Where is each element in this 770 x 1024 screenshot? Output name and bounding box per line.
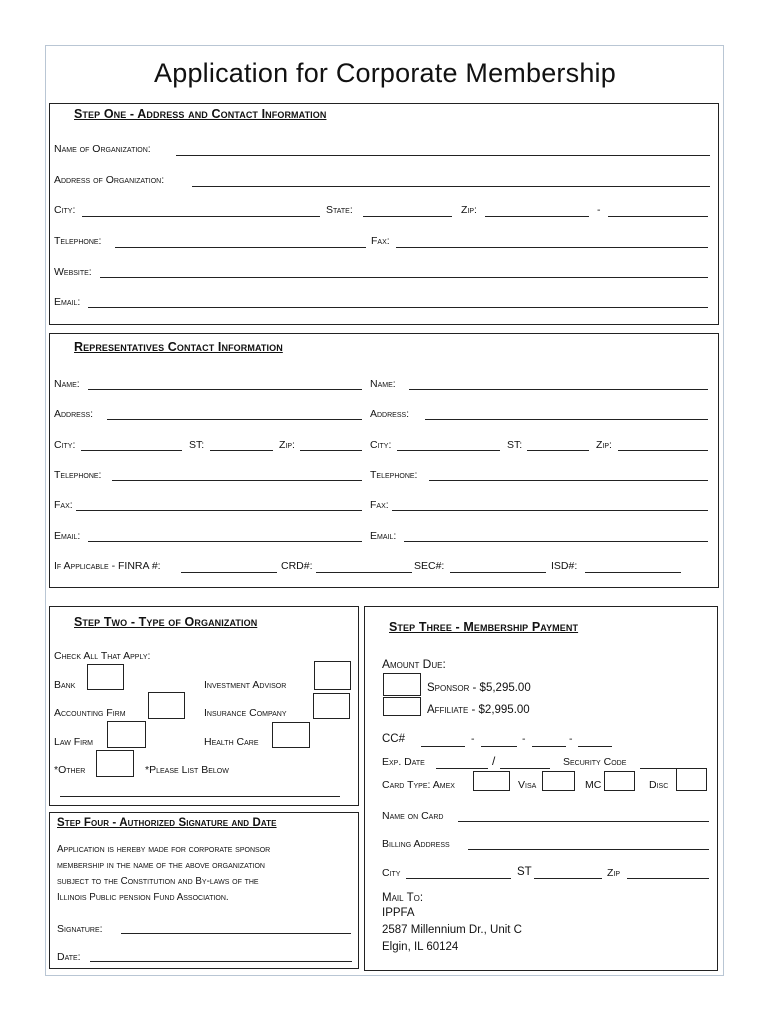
city-label: City: [54, 204, 76, 216]
date-label: Date: [57, 951, 81, 963]
rep2-email-field[interactable] [404, 541, 708, 542]
rep2-city-label: City: [370, 439, 392, 451]
card-city-field[interactable] [406, 878, 511, 879]
disc-checkbox[interactable] [676, 768, 707, 791]
card-zip-label: Zip [607, 867, 621, 879]
health-care-checkbox[interactable] [272, 722, 310, 748]
crd-field[interactable] [316, 572, 412, 573]
card-zip-field[interactable] [627, 878, 709, 879]
finra-label: If Applicable - FINRA #: [54, 560, 161, 572]
rep2-email-label: Email: [370, 530, 397, 542]
affiliate-checkbox[interactable] [383, 697, 421, 716]
rep1-st-label: ST: [189, 439, 205, 451]
city-field[interactable] [82, 216, 320, 217]
cc-label: CC# [382, 733, 406, 745]
rep1-zip-label: Zip: [279, 439, 295, 451]
zip-field[interactable] [485, 216, 589, 217]
rep2-telephone-field[interactable] [429, 480, 708, 481]
telephone-field[interactable] [115, 247, 366, 248]
step-two-heading: Step Two - Type of Organization [74, 615, 258, 629]
org-name-field[interactable] [176, 155, 710, 156]
fax-field[interactable] [396, 247, 708, 248]
signature-label: Signature: [57, 923, 103, 935]
step-one-heading: Step One - Address and Contact Information [74, 107, 327, 121]
state-label: State: [326, 204, 353, 216]
representatives-section [49, 333, 719, 588]
step-four-statement [57, 842, 270, 906]
law-firm-checkbox[interactable] [107, 721, 146, 748]
investment-advisor-checkbox[interactable] [314, 661, 351, 690]
page-title: Application for Corporate Membership [154, 58, 616, 88]
rep2-name-field[interactable] [409, 389, 708, 390]
rep1-name-label: Name: [54, 378, 80, 390]
insurance-company-checkbox[interactable] [313, 693, 350, 719]
accounting-firm-label: Accounting Firm [54, 707, 126, 719]
rep2-zip-field[interactable] [618, 450, 708, 451]
law-firm-label: Law Firm [54, 736, 94, 748]
rep2-address-label: Address: [370, 408, 410, 420]
cc-field-1[interactable] [421, 746, 465, 747]
mail-street: 2587 Millennium Dr., Unit C [382, 924, 522, 936]
rep1-name-field[interactable] [88, 389, 362, 390]
accounting-firm-checkbox[interactable] [148, 692, 185, 719]
isd-label: ISD#: [551, 560, 578, 572]
statement-line-2: membership in the name of the above organization [57, 860, 265, 871]
health-care-label: Health Care [204, 736, 259, 748]
signature-field[interactable] [121, 933, 351, 934]
security-code-label: Security Code [563, 756, 627, 768]
cc-field-4[interactable] [578, 746, 612, 747]
billing-address-field[interactable] [468, 849, 709, 850]
cc-dash-1: - [471, 733, 475, 745]
rep1-fax-label: Fax: [54, 499, 73, 511]
rep1-fax-field[interactable] [76, 510, 362, 511]
org-address-field[interactable] [192, 186, 710, 187]
statement-line-3: subject to the Constitution and By-laws of the [57, 876, 259, 887]
rep2-telephone-label: Telephone: [370, 469, 418, 481]
bank-checkbox[interactable] [87, 664, 124, 690]
finra-field[interactable] [181, 572, 277, 573]
billing-address-label: Billing Address [382, 838, 450, 850]
step-one-section [49, 103, 719, 325]
rep2-st-label: ST: [507, 439, 523, 451]
website-field[interactable] [100, 277, 708, 278]
rep1-address-field[interactable] [107, 419, 362, 420]
please-list-label: *Please List Below [145, 764, 229, 776]
rep2-st-field[interactable] [527, 450, 589, 451]
rep1-city-field[interactable] [81, 450, 182, 451]
rep2-name-label: Name: [370, 378, 396, 390]
telephone-label: Telephone: [54, 235, 102, 247]
website-label: Website: [54, 266, 92, 278]
exp-date-label: Exp. Date [382, 756, 425, 768]
card-type-label: Card Type: Amex [382, 779, 455, 791]
insurance-company-label: Insurance Company [204, 707, 287, 719]
amount-due-label: Amount Due: [382, 657, 446, 671]
date-field[interactable] [90, 961, 352, 962]
rep1-address-label: Address: [54, 408, 94, 420]
bank-label: Bank [54, 679, 76, 691]
name-on-card-field[interactable] [458, 821, 709, 822]
zip-dash: - [597, 204, 601, 216]
crd-label: CRD#: [281, 560, 313, 572]
exp-year-field[interactable] [500, 768, 550, 769]
zip-ext-field[interactable] [608, 216, 708, 217]
step-four-heading: Step Four - Authorized Signature and Date [57, 817, 277, 829]
sponsor-label: Sponsor - $5,295.00 [427, 682, 531, 694]
exp-slash: / [492, 754, 496, 768]
card-st-label: ST [517, 866, 532, 878]
mail-city: Elgin, IL 60124 [382, 941, 459, 953]
sec-field[interactable] [450, 572, 546, 573]
rep1-zip-field[interactable] [300, 450, 362, 451]
rep2-fax-label: Fax: [370, 499, 389, 511]
exp-month-field[interactable] [436, 768, 488, 769]
cc-field-3[interactable] [532, 746, 566, 747]
mail-to-label: Mail To: [382, 892, 424, 904]
statement-line-1: Application is hereby made for corporate sponsor [57, 844, 271, 855]
step-three-heading: Step Three - Membership Payment [389, 620, 579, 634]
rep2-address-field[interactable] [425, 419, 708, 420]
card-st-field[interactable] [534, 878, 602, 879]
card-city-label: City [382, 867, 401, 879]
mc-checkbox[interactable] [604, 771, 635, 791]
rep1-email-label: Email: [54, 530, 81, 542]
representatives-heading: Representatives Contact Information [74, 340, 283, 354]
investment-advisor-label: Investment Advisor [204, 679, 287, 691]
org-address-label: Address of Organization: [54, 174, 165, 186]
mc-label: MC [585, 779, 602, 791]
cc-field-2[interactable] [481, 746, 517, 747]
zip-label: Zip: [461, 204, 477, 216]
isd-field[interactable] [585, 572, 681, 573]
amex-checkbox[interactable] [473, 771, 510, 791]
sponsor-checkbox[interactable] [383, 673, 421, 696]
rep1-city-label: City: [54, 439, 76, 451]
mail-org: IPPFA [382, 907, 415, 919]
visa-checkbox[interactable] [542, 771, 575, 791]
rep1-telephone-field[interactable] [112, 480, 362, 481]
sec-label: SEC#: [414, 560, 445, 572]
affiliate-label: Affiliate - $2,995.00 [427, 704, 530, 716]
rep1-st-field[interactable] [210, 450, 273, 451]
statement-line-4: Illinois Public pension Fund Association. [57, 892, 229, 903]
org-name-label: Name of Organization: [54, 143, 151, 155]
visa-label: Visa [518, 779, 537, 791]
rep2-fax-field[interactable] [392, 510, 708, 511]
rep1-telephone-label: Telephone: [54, 469, 102, 481]
rep2-zip-label: Zip: [596, 439, 612, 451]
fax-label: Fax: [371, 235, 390, 247]
cc-dash-3: - [569, 733, 573, 745]
disc-label: Disc [649, 779, 669, 791]
state-field[interactable] [363, 216, 452, 217]
rep1-email-field[interactable] [88, 541, 362, 542]
name-on-card-label: Name on Card [382, 810, 444, 822]
other-list-field[interactable] [60, 796, 340, 797]
other-checkbox[interactable] [96, 750, 134, 777]
email-field[interactable] [88, 307, 708, 308]
cc-dash-2: - [522, 733, 526, 745]
other-label: *Other [54, 764, 86, 776]
email-label: Email: [54, 296, 81, 308]
rep2-city-field[interactable] [397, 450, 500, 451]
check-all-label: Check All That Apply: [54, 650, 151, 662]
